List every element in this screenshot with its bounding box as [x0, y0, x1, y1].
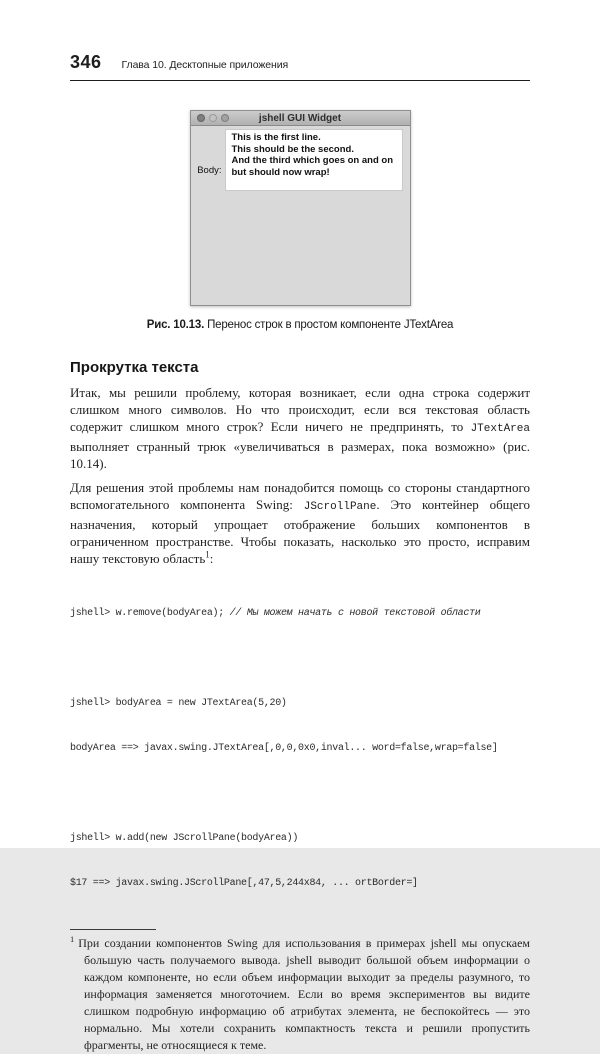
code-line: $17 ==> javax.swing.JScrollPane[,47,5,244x84, ... ortBorder=]	[70, 878, 418, 889]
footnote-text: При создании компонентов Swing для использования в примерах jshell мы опускаем большую часть получаемого вывода. jshell выводит большой объем информации о каждом компоненте, но если объем информации выходит за пределы разумного, то информация заменяется многоточием. Если во время экспериментов вы видите слишком подробную информацию об атрибутах элемента, не беспокойтесь — это нормально. Мы хотели сохранить компактность текста и решили пропустить фрагменты, не относящиеся к теме.	[78, 936, 530, 1052]
footnote-marker: 1	[70, 934, 75, 944]
window-title: jshell GUI Widget	[258, 112, 342, 124]
jtextarea-widget	[225, 129, 403, 191]
paragraph-1	[70, 384, 530, 472]
body-field-label: Body:	[197, 165, 222, 176]
code-line: bodyArea ==> javax.swing.JTextArea[,0,0,0x0,inval... word=false,wrap=false]	[70, 743, 498, 754]
footnote-reference: 1	[205, 549, 210, 560]
paragraph-1-text: выполняет странный трюк «увеличиваться в размерах, пока возможно» (рис. 10.14).	[70, 439, 530, 471]
chapter-title: Глава 10. Десктопные приложения	[121, 59, 289, 71]
paragraph-2-text: . Это контейнер общего назначения, который упрощает отображение больших компонентов в ограниченном пространстве. Чтобы показать, насколько это просто, исправим нашу текстовую область	[70, 497, 530, 566]
code-block	[70, 576, 530, 921]
footnote-divider	[70, 929, 156, 930]
figure-caption-label: Рис. 10.13.	[146, 319, 205, 331]
jshell-gui-window	[190, 110, 411, 306]
code-comment: // Мы можем начать с новой текстовой области	[229, 608, 481, 619]
figure-10-13	[190, 110, 411, 306]
code-line: jshell> bodyArea = new JTextArea(5,20)	[70, 698, 287, 709]
textarea-line: This is the first line.	[231, 132, 321, 143]
inline-code-jscrollpane: JScrollPane	[303, 501, 377, 513]
running-head	[70, 52, 530, 81]
inline-code-jtextarea: JTextArea	[470, 423, 530, 435]
window-titlebar	[191, 111, 410, 126]
code-line-blank	[70, 651, 530, 666]
code-line-blank	[70, 786, 530, 801]
footnote	[70, 929, 530, 1054]
code-line: jshell> w.add(new JScrollPane(bodyArea))	[70, 833, 299, 844]
code-line	[70, 606, 530, 621]
paragraph-1-text: Итак, мы решили проблему, которая возникает, если одна строка содержит слишком много символов. Но что происходит, если вся текстовая область содержит слишком много строк? Если ничего не предпринять, то	[70, 385, 530, 434]
footnote-body	[70, 935, 530, 1054]
code-text: jshell> w.remove(bodyArea);	[70, 608, 230, 619]
textarea-line: This should be the second.	[231, 143, 354, 155]
section-heading: Прокрутка текста	[70, 359, 199, 376]
figure-caption-text: Перенос строк в простом компоненте JTextArea	[207, 319, 454, 331]
paragraph-2-text: :	[209, 551, 214, 566]
paragraph-2	[70, 479, 530, 567]
textarea-line: but should now wrap!	[231, 166, 330, 178]
textarea-line: And the third which goes on and on	[231, 155, 393, 166]
window-body	[191, 126, 410, 305]
paragraph-2-text: Для решения этой проблемы нам понадобится помощь со стороны стандартного вспомогательного компонента Swing:	[70, 480, 530, 512]
figure-caption	[70, 319, 530, 331]
page-number: 346	[70, 52, 102, 72]
